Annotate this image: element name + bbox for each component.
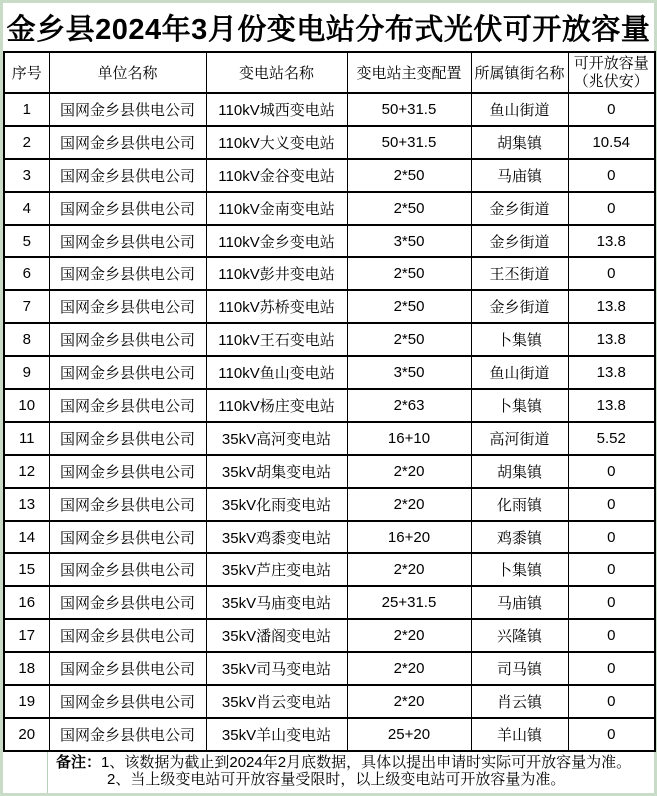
note-item-1: 1、该数据为截止到2024年2月底数据，具体以提出申请时实际可开放容量为准。: [101, 753, 632, 771]
cell-town: 鸡黍镇: [471, 521, 568, 554]
cell-town: 鱼山街道: [471, 93, 568, 126]
cell-capacity: 0: [568, 455, 655, 488]
cell-unit: 国网金乡县供电公司: [49, 422, 206, 455]
cell-town: 金乡街道: [471, 192, 568, 225]
header-town: 所属镇街名称: [471, 52, 568, 93]
cell-serial: 9: [4, 356, 49, 389]
table-row: [4, 389, 655, 422]
cell-town: 化雨镇: [471, 488, 568, 521]
cell-station: 35kV司马变电站: [206, 652, 347, 685]
cell-capacity: 0: [568, 718, 655, 751]
cell-unit: 国网金乡县供电公司: [49, 521, 206, 554]
cell-serial: 11: [4, 422, 49, 455]
table-row: [4, 356, 655, 389]
cell-capacity: 0: [568, 652, 655, 685]
notes-spacer-cell: [3, 752, 48, 793]
cell-station: 35kV芦庄变电站: [206, 553, 347, 586]
cell-capacity: 13.8: [568, 389, 655, 422]
table-row: [4, 126, 655, 159]
table-row: [4, 290, 655, 323]
notes-label: 备注：: [56, 753, 102, 771]
cell-config: 25+20: [347, 718, 471, 751]
cell-capacity: 0: [568, 257, 655, 290]
cell-serial: 2: [4, 126, 49, 159]
cell-unit: 国网金乡县供电公司: [49, 586, 206, 619]
cell-config: 50+31.5: [347, 126, 471, 159]
cell-unit: 国网金乡县供电公司: [49, 290, 206, 323]
cell-unit: 国网金乡县供电公司: [49, 93, 206, 126]
cell-capacity: 0: [568, 553, 655, 586]
cell-serial: 1: [4, 93, 49, 126]
table-body: [4, 93, 655, 751]
cell-capacity: 0: [568, 488, 655, 521]
header-config: 变电站主变配置: [347, 52, 471, 93]
table-row: [4, 685, 655, 718]
table-row: [4, 553, 655, 586]
cell-unit: 国网金乡县供电公司: [49, 455, 206, 488]
cell-town: 羊山镇: [471, 718, 568, 751]
cell-unit: 国网金乡县供电公司: [49, 619, 206, 652]
cell-unit: 国网金乡县供电公司: [49, 159, 206, 192]
cell-capacity: 0: [568, 685, 655, 718]
cell-capacity: 13.8: [568, 323, 655, 356]
table-row: [4, 619, 655, 652]
cell-unit: 国网金乡县供电公司: [49, 257, 206, 290]
cell-serial: 15: [4, 553, 49, 586]
cell-town: 兴隆镇: [471, 619, 568, 652]
table-row: [4, 455, 655, 488]
cell-capacity: 13.8: [568, 290, 655, 323]
cell-config: 2*50: [347, 192, 471, 225]
cell-serial: 3: [4, 159, 49, 192]
cell-config: 2*50: [347, 159, 471, 192]
cell-town: 鱼山街道: [471, 356, 568, 389]
cell-unit: 国网金乡县供电公司: [49, 685, 206, 718]
cell-station: 110kV杨庄变电站: [206, 389, 347, 422]
cell-config: 2*50: [347, 257, 471, 290]
table-row: [4, 93, 655, 126]
cell-station: 35kV化雨变电站: [206, 488, 347, 521]
cell-station: 35kV胡集变电站: [206, 455, 347, 488]
cell-station: 110kV城西变电站: [206, 93, 347, 126]
cell-unit: 国网金乡县供电公司: [49, 718, 206, 751]
cell-capacity: 13.8: [568, 225, 655, 258]
cell-serial: 12: [4, 455, 49, 488]
cell-station: 110kV金谷变电站: [206, 159, 347, 192]
cell-town: 金乡街道: [471, 290, 568, 323]
notes-content: [48, 752, 654, 793]
cell-config: 2*20: [347, 455, 471, 488]
cell-config: 2*20: [347, 685, 471, 718]
cell-station: 35kV马庙变电站: [206, 586, 347, 619]
note-item-2: 2、当上级变电站可开放容量受限时，以上级变电站可开放容量为准。: [107, 770, 566, 788]
table-row: [4, 488, 655, 521]
cell-config: 2*63: [347, 389, 471, 422]
cell-town: 卜集镇: [471, 553, 568, 586]
header-capacity-line1: 可开放容量: [573, 54, 649, 72]
cell-station: 110kV彭井变电站: [206, 257, 347, 290]
table-row: [4, 718, 655, 751]
cell-capacity: 0: [568, 521, 655, 554]
cell-town: 王丕街道: [471, 257, 568, 290]
cell-capacity: 0: [568, 619, 655, 652]
cell-serial: 20: [4, 718, 49, 751]
cell-unit: 国网金乡县供电公司: [49, 323, 206, 356]
cell-serial: 8: [4, 323, 49, 356]
cell-capacity: 0: [568, 192, 655, 225]
cell-serial: 19: [4, 685, 49, 718]
table-row: [4, 652, 655, 685]
cell-serial: 7: [4, 290, 49, 323]
cell-serial: 5: [4, 225, 49, 258]
table-row: [4, 159, 655, 192]
cell-capacity: 0: [568, 159, 655, 192]
cell-station: 35kV肖云变电站: [206, 685, 347, 718]
cell-town: 卜集镇: [471, 323, 568, 356]
cell-capacity: 0: [568, 586, 655, 619]
cell-station: 35kV潘阁变电站: [206, 619, 347, 652]
cell-serial: 16: [4, 586, 49, 619]
cell-station: 110kV金乡变电站: [206, 225, 347, 258]
cell-town: 肖云镇: [471, 685, 568, 718]
cell-config: 2*50: [347, 290, 471, 323]
cell-serial: 13: [4, 488, 49, 521]
cell-unit: 国网金乡县供电公司: [49, 356, 206, 389]
cell-serial: 18: [4, 652, 49, 685]
header-capacity: [568, 52, 655, 93]
cell-config: 2*20: [347, 553, 471, 586]
table-row: [4, 225, 655, 258]
notes-row: [3, 752, 654, 793]
capacity-table: [3, 51, 656, 752]
cell-config: 25+31.5: [347, 586, 471, 619]
cell-config: 16+10: [347, 422, 471, 455]
cell-town: 马庙镇: [471, 586, 568, 619]
cell-station: 110kV大义变电站: [206, 126, 347, 159]
cell-unit: 国网金乡县供电公司: [49, 389, 206, 422]
cell-unit: 国网金乡县供电公司: [49, 192, 206, 225]
cell-config: 16+20: [347, 521, 471, 554]
cell-town: 胡集镇: [471, 126, 568, 159]
cell-town: 金乡街道: [471, 225, 568, 258]
cell-town: 司马镇: [471, 652, 568, 685]
cell-town: 高河街道: [471, 422, 568, 455]
cell-capacity: 10.54: [568, 126, 655, 159]
cell-config: 50+31.5: [347, 93, 471, 126]
cell-config: 3*50: [347, 356, 471, 389]
table-row: [4, 323, 655, 356]
header-unit: 单位名称: [49, 52, 206, 93]
page-title: 金乡县2024年3月份变电站分布式光伏可开放容量: [6, 13, 651, 46]
cell-capacity: 5.52: [568, 422, 655, 455]
cell-serial: 17: [4, 619, 49, 652]
header-station: 变电站名称: [206, 52, 347, 93]
cell-station: 35kV鸡黍变电站: [206, 521, 347, 554]
table-row: [4, 586, 655, 619]
cell-serial: 4: [4, 192, 49, 225]
cell-station: 110kV王石变电站: [206, 323, 347, 356]
cell-serial: 14: [4, 521, 49, 554]
cell-unit: 国网金乡县供电公司: [49, 652, 206, 685]
note-line-1: [56, 754, 650, 771]
table-row: [4, 192, 655, 225]
cell-unit: 国网金乡县供电公司: [49, 488, 206, 521]
cell-station: 35kV高河变电站: [206, 422, 347, 455]
cell-serial: 6: [4, 257, 49, 290]
cell-unit: 国网金乡县供电公司: [49, 126, 206, 159]
cell-station: 110kV苏桥变电站: [206, 290, 347, 323]
cell-serial: 10: [4, 389, 49, 422]
table-row: [4, 521, 655, 554]
cell-town: 卜集镇: [471, 389, 568, 422]
cell-unit: 国网金乡县供电公司: [49, 553, 206, 586]
cell-station: 35kV羊山变电站: [206, 718, 347, 751]
table-row: [4, 257, 655, 290]
header-capacity-line2: （兆伏安）: [573, 72, 649, 90]
table-row: [4, 422, 655, 455]
header-row: [4, 52, 655, 93]
cell-town: 马庙镇: [471, 159, 568, 192]
cell-config: 2*20: [347, 619, 471, 652]
cell-config: 2*50: [347, 323, 471, 356]
cell-station: 110kV鱼山变电站: [206, 356, 347, 389]
cell-config: 2*20: [347, 652, 471, 685]
cell-config: 2*20: [347, 488, 471, 521]
cell-config: 3*50: [347, 225, 471, 258]
cell-town: 胡集镇: [471, 455, 568, 488]
header-serial: 序号: [4, 52, 49, 93]
cell-station: 110kV金南变电站: [206, 192, 347, 225]
cell-capacity: 13.8: [568, 356, 655, 389]
cell-unit: 国网金乡县供电公司: [49, 225, 206, 258]
cell-capacity: 0: [568, 93, 655, 126]
